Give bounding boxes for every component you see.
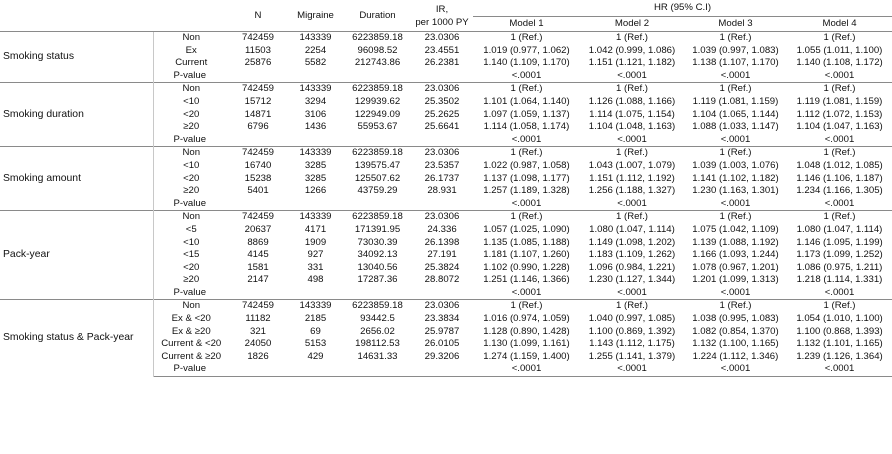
ir-cell <box>411 198 473 211</box>
level-cell: <10 <box>183 159 200 171</box>
hr-model-1-cell: 1.274 (1.159, 1.400) <box>483 350 570 362</box>
migraine-cell: 2254 <box>304 44 327 56</box>
hr-model-1-cell: 1.102 (0.990, 1.228) <box>483 261 570 273</box>
hr-model-2-cell: 1.143 (1.112, 1.175) <box>589 338 675 350</box>
hr-model-2-cell: 1.255 (1.141, 1.379) <box>588 350 676 362</box>
n-cell: 15238 <box>244 172 272 184</box>
hr-model-3-cell: <.0001 <box>720 133 751 145</box>
hr-model-4-cell: 1.140 (1.108, 1.172) <box>796 57 883 69</box>
n-cell: 5401 <box>247 185 269 197</box>
hr-model-1-cell: 1.101 (1.064, 1.140) <box>483 95 570 107</box>
hr-model-1-cell: 1.140 (1.109, 1.170) <box>483 57 570 69</box>
hr-model-1-cell: 1.128 (0.890, 1.428) <box>483 325 570 337</box>
migraine-cell: 143339 <box>287 32 344 45</box>
header-ir-line2: per 1000 PY <box>415 16 469 28</box>
n-cell <box>229 134 287 147</box>
hr-model-1-cell: 1.016 (0.974, 1.059) <box>483 313 570 325</box>
ir-cell <box>411 287 473 300</box>
hr-model-3-cell: 1 (Ref.) <box>684 211 787 224</box>
hr-model-4-cell: <.0001 <box>824 133 855 145</box>
n-cell: 11503 <box>245 44 271 56</box>
group-label: Smoking duration <box>0 83 153 147</box>
hr-model-4-cell: 1.055 (1.011, 1.100) <box>796 44 883 56</box>
ir-cell: 24.336 <box>427 223 457 235</box>
results-body <box>0 32 892 377</box>
hr-model-2-cell: <.0001 <box>617 286 647 298</box>
hr-model-1-cell: 1.019 (0.977, 1.062) <box>483 44 570 56</box>
hr-model-2-cell: 1 (Ref.) <box>580 300 684 313</box>
header-duration: Duration <box>344 0 411 32</box>
hr-model-2-cell: 1.104 (1.048, 1.163) <box>588 121 676 133</box>
hr-model-2-cell: <.0001 <box>617 69 647 81</box>
migraine-cell: 69 <box>310 325 321 337</box>
ir-cell: 25.2625 <box>424 108 460 120</box>
header-ir <box>411 0 473 32</box>
hr-model-2-cell: 1.183 (1.109, 1.262) <box>588 249 676 261</box>
n-cell: 6796 <box>247 121 269 133</box>
hr-model-4-cell: 1.218 (1.114, 1.331) <box>796 274 883 286</box>
group-label: Smoking amount <box>0 147 153 211</box>
hr-model-4-cell: <.0001 <box>824 197 855 209</box>
ir-cell: 23.0306 <box>411 32 473 45</box>
hr-model-3-cell: 1.230 (1.163, 1.301) <box>692 185 779 197</box>
hr-model-2-cell: <.0001 <box>617 133 647 145</box>
migraine-cell: 143339 <box>287 147 344 160</box>
duration-cell: 96098.52 <box>357 44 398 56</box>
level-cell: P-value <box>173 133 207 145</box>
hr-model-2-cell: 1.043 (1.007, 1.079) <box>588 159 676 171</box>
level-cell: P-value <box>173 197 207 209</box>
hr-model-4-cell: 1.086 (0.975, 1.211) <box>796 261 883 273</box>
duration-cell: 6223859.18 <box>344 32 411 45</box>
duration-cell: 139575.47 <box>354 159 401 171</box>
hr-model-2-cell: 1 (Ref.) <box>580 83 684 96</box>
level-cell: Current & ≥20 <box>161 350 222 362</box>
n-cell: 742459 <box>229 147 287 160</box>
hr-model-4-cell: 1.146 (1.106, 1.187) <box>796 172 883 184</box>
migraine-cell: 1436 <box>304 121 327 133</box>
ir-cell: 26.2381 <box>424 57 460 69</box>
n-cell: 24050 <box>244 338 272 350</box>
level-cell: Ex & ≥20 <box>171 325 211 337</box>
migraine-cell: 143339 <box>287 211 344 224</box>
ir-cell: 25.3824 <box>424 261 460 273</box>
n-cell <box>229 363 287 376</box>
hr-model-3-cell: 1.201 (1.099, 1.313) <box>692 274 779 286</box>
hr-model-4-cell: 1.048 (1.012, 1.085) <box>796 159 883 171</box>
hr-model-2-cell: 1.042 (0.999, 1.086) <box>588 44 676 56</box>
hr-model-1-cell: 1.130 (1.099, 1.161) <box>483 338 570 350</box>
table-row <box>0 211 892 224</box>
level-cell: ≥20 <box>183 274 200 286</box>
migraine-cell: 1909 <box>304 236 327 248</box>
header-model-2: Model 2 <box>580 17 684 32</box>
migraine-cell: 5153 <box>304 338 327 350</box>
hr-model-1-cell: 1.114 (1.058, 1.174) <box>483 121 570 133</box>
level-cell: Current <box>175 57 208 69</box>
ir-cell <box>411 134 473 147</box>
ir-cell: 25.6641 <box>424 121 460 133</box>
level-cell: ≥20 <box>183 121 200 133</box>
level-cell: P-value <box>173 69 207 81</box>
ir-cell: 27.191 <box>427 249 457 261</box>
migraine-cell: 3285 <box>304 172 327 184</box>
migraine-cell: 429 <box>307 350 324 362</box>
n-cell: 1826 <box>247 350 269 362</box>
n-cell: 25876 <box>244 57 272 69</box>
hr-model-4-cell: 1 (Ref.) <box>787 147 892 160</box>
header-migraine: Migraine <box>287 0 344 32</box>
hr-model-4-cell: 1.173 (1.099, 1.252) <box>796 249 883 261</box>
hr-model-3-cell: 1 (Ref.) <box>684 300 787 313</box>
hr-model-1-cell: 1.097 (1.059, 1.137) <box>483 108 570 120</box>
migraine-cell: 1266 <box>304 185 327 197</box>
level-cell: Non <box>153 300 229 313</box>
migraine-cell: 5582 <box>304 57 327 69</box>
hr-model-1-cell: 1.181 (1.107, 1.260) <box>483 249 570 261</box>
hr-model-4-cell: 1.132 (1.101, 1.165) <box>796 338 883 350</box>
group-label: Pack-year <box>0 211 153 300</box>
table-row <box>0 147 892 160</box>
hr-model-3-cell: <.0001 <box>720 286 751 298</box>
level-cell: Non <box>153 147 229 160</box>
ir-cell: 29.3206 <box>424 350 460 362</box>
level-cell: Non <box>153 83 229 96</box>
hr-model-3-cell: 1 (Ref.) <box>684 147 787 160</box>
duration-cell: 122949.09 <box>354 108 401 120</box>
hr-model-3-cell: 1.075 (1.042, 1.109) <box>692 223 779 235</box>
hr-model-2-cell: 1.126 (1.088, 1.166) <box>588 95 676 107</box>
migraine-cell <box>287 363 344 376</box>
duration-cell: 198112.53 <box>355 338 400 350</box>
hr-model-4-cell: 1.119 (1.081, 1.159) <box>796 95 883 107</box>
n-cell: 8869 <box>247 236 269 248</box>
hr-model-2-cell: 1.149 (1.098, 1.202) <box>588 236 676 248</box>
n-cell: 742459 <box>229 32 287 45</box>
migraine-cell <box>287 134 344 147</box>
hr-model-3-cell: 1.138 (1.107, 1.170) <box>692 57 779 69</box>
migraine-cell: 3285 <box>304 159 327 171</box>
hr-model-3-cell: 1.166 (1.093, 1.244) <box>692 249 779 261</box>
duration-cell <box>344 134 411 147</box>
hr-model-3-cell: 1 (Ref.) <box>684 83 787 96</box>
hr-model-1-cell: 1 (Ref.) <box>473 147 580 160</box>
hr-model-3-cell: <.0001 <box>720 69 751 81</box>
level-cell: Non <box>153 32 229 45</box>
hr-model-2-cell: 1.114 (1.075, 1.154) <box>589 108 675 120</box>
hr-model-2-cell: 1.256 (1.188, 1.327) <box>588 185 676 197</box>
migraine-cell: 143339 <box>287 83 344 96</box>
hr-model-3-cell: 1.082 (0.854, 1.370) <box>692 325 779 337</box>
hr-model-1-cell: 1 (Ref.) <box>473 32 580 45</box>
hr-model-4-cell: 1 (Ref.) <box>787 300 892 313</box>
n-cell: 16740 <box>244 159 272 171</box>
ir-cell: 26.0105 <box>424 338 460 350</box>
n-cell: 742459 <box>229 300 287 313</box>
hr-model-2-cell: 1.096 (0.984, 1.221) <box>588 261 676 273</box>
hr-model-2-cell: 1 (Ref.) <box>580 147 684 160</box>
n-cell: 2147 <box>247 274 269 286</box>
duration-cell: 17287.36 <box>357 274 398 286</box>
level-cell: <10 <box>183 236 200 248</box>
n-cell <box>229 70 287 83</box>
n-cell: 742459 <box>229 211 287 224</box>
hr-model-2-cell: 1.151 (1.112, 1.192) <box>589 172 675 184</box>
duration-cell: 6223859.18 <box>344 211 411 224</box>
n-cell: 742459 <box>229 83 287 96</box>
hr-model-4-cell: 1.146 (1.095, 1.199) <box>796 236 883 248</box>
hr-model-3-cell: 1.132 (1.100, 1.165) <box>692 338 779 350</box>
duration-cell: 6223859.18 <box>344 83 411 96</box>
migraine-cell: 927 <box>307 249 324 261</box>
header-ir-line1: IR, <box>435 3 449 15</box>
hr-model-1-cell: 1 (Ref.) <box>473 83 580 96</box>
duration-cell: 125507.62 <box>354 172 401 184</box>
hr-model-1-cell: <.0001 <box>511 133 542 145</box>
migraine-cell <box>287 70 344 83</box>
hr-model-1-cell: <.0001 <box>511 286 542 298</box>
table-row <box>0 32 892 45</box>
header-model-4: Model 4 <box>787 17 892 32</box>
hr-model-3-cell: 1.039 (0.997, 1.083) <box>692 44 779 56</box>
n-cell: 11182 <box>245 313 271 325</box>
hr-model-3-cell: 1.038 (0.995, 1.083) <box>692 313 779 325</box>
hr-model-2-cell: 1 (Ref.) <box>580 211 684 224</box>
level-cell: P-value <box>173 286 207 298</box>
hr-model-3-cell: 1.078 (0.967, 1.201) <box>692 261 779 273</box>
level-cell: <20 <box>183 172 200 184</box>
hr-model-3-cell: 1.139 (1.088, 1.192) <box>692 236 779 248</box>
header-blank-level <box>153 0 229 32</box>
level-cell: P-value <box>153 363 229 376</box>
hr-model-2-cell: 1.040 (0.997, 1.085) <box>588 313 676 325</box>
level-cell: <5 <box>185 223 197 235</box>
migraine-cell: 2185 <box>304 313 327 325</box>
migraine-cell: 3106 <box>304 108 327 120</box>
ir-cell: 23.4551 <box>424 44 460 56</box>
hr-model-1-cell: 1.022 (0.987, 1.058) <box>483 159 570 171</box>
hr-model-4-cell: 1 (Ref.) <box>787 83 892 96</box>
group-label: Smoking status & Pack-year <box>0 300 153 377</box>
hr-model-1-cell: <.0001 <box>473 363 580 376</box>
ir-cell: 23.5357 <box>424 159 460 171</box>
hr-model-3-cell: 1 (Ref.) <box>684 32 787 45</box>
migraine-cell: 3294 <box>304 95 327 107</box>
duration-cell: 43759.29 <box>357 185 398 197</box>
hr-model-2-cell: 1.080 (1.047, 1.114) <box>589 223 675 235</box>
ir-cell: 23.3834 <box>424 313 460 325</box>
level-cell: ≥20 <box>183 185 200 197</box>
n-cell: 14871 <box>244 108 272 120</box>
duration-cell: 13040.56 <box>357 261 398 273</box>
migraine-cell: 498 <box>307 274 324 286</box>
hr-model-2-cell: 1.151 (1.121, 1.182) <box>588 57 676 69</box>
hr-model-1-cell: 1 (Ref.) <box>473 211 580 224</box>
hr-model-3-cell: <.0001 <box>720 197 751 209</box>
hr-model-1-cell: 1.135 (1.085, 1.188) <box>483 236 570 248</box>
hr-model-4-cell: <.0001 <box>824 69 855 81</box>
hr-model-4-cell: 1 (Ref.) <box>787 32 892 45</box>
hr-model-1-cell: <.0001 <box>511 69 542 81</box>
duration-cell: 34092.13 <box>357 249 398 261</box>
hr-model-1-cell: 1.257 (1.189, 1.328) <box>483 185 570 197</box>
hr-model-1-cell: <.0001 <box>511 197 542 209</box>
table-row <box>0 300 892 313</box>
level-cell: Non <box>153 211 229 224</box>
duration-cell: 2656.02 <box>360 325 395 337</box>
ir-cell: 26.1398 <box>424 236 460 248</box>
ir-cell: 25.3502 <box>424 95 460 107</box>
level-cell: <20 <box>183 261 200 273</box>
level-cell: <20 <box>183 108 200 120</box>
level-cell: Ex <box>185 44 197 56</box>
migraine-cell: 4171 <box>304 223 327 235</box>
hr-model-4-cell: 1.112 (1.072, 1.153) <box>796 108 883 120</box>
migraine-cell: 331 <box>307 261 324 273</box>
hr-model-2-cell: 1.230 (1.127, 1.344) <box>588 274 676 286</box>
duration-cell: 6223859.18 <box>344 147 411 160</box>
ir-cell: 28.8072 <box>424 274 460 286</box>
header-row <box>0 0 892 17</box>
hr-model-4-cell: <.0001 <box>787 363 892 376</box>
migraine-cell: 143339 <box>287 300 344 313</box>
n-cell: 321 <box>249 325 266 337</box>
hr-model-4-cell: <.0001 <box>824 286 855 298</box>
hr-model-4-cell: 1.100 (0.868, 1.393) <box>796 325 883 337</box>
header-blank-group <box>0 0 153 32</box>
n-cell: 1581 <box>247 261 269 273</box>
group-label: Smoking status <box>0 32 153 83</box>
header-hr-group: HR (95% C.I) <box>473 0 892 17</box>
n-cell: 4145 <box>247 249 269 261</box>
hr-model-4-cell: 1.054 (1.010, 1.100) <box>796 313 883 325</box>
duration-cell: 212743.86 <box>354 57 401 69</box>
n-cell: 20637 <box>244 223 272 235</box>
hr-model-3-cell: 1.088 (1.033, 1.147) <box>692 121 779 133</box>
table-row <box>0 83 892 96</box>
duration-cell <box>344 70 411 83</box>
hr-model-2-cell: 1.100 (0.869, 1.392) <box>588 325 676 337</box>
ir-cell: 25.9787 <box>424 325 460 337</box>
hr-model-3-cell: 1.039 (1.003, 1.076) <box>692 159 779 171</box>
hr-model-4-cell: 1.080 (1.047, 1.114) <box>796 223 883 235</box>
ir-cell <box>411 70 473 83</box>
hr-model-2-cell: <.0001 <box>580 363 684 376</box>
duration-cell <box>344 287 411 300</box>
level-cell: <15 <box>183 249 200 261</box>
hr-model-1-cell: 1.137 (1.098, 1.177) <box>483 172 570 184</box>
hr-model-1-cell: 1.057 (1.025, 1.090) <box>483 223 570 235</box>
duration-cell: 6223859.18 <box>344 300 411 313</box>
level-cell: Current & <20 <box>161 338 222 350</box>
n-cell <box>229 198 287 211</box>
duration-cell: 129939.62 <box>354 95 401 107</box>
header-n: N <box>229 0 287 32</box>
hr-model-2-cell: 1 (Ref.) <box>580 32 684 45</box>
duration-cell: 55953.67 <box>357 121 398 133</box>
duration-cell: 73030.39 <box>357 236 398 248</box>
hr-model-4-cell: 1.234 (1.166, 1.305) <box>796 185 883 197</box>
hr-model-2-cell: <.0001 <box>617 197 647 209</box>
hr-model-3-cell: <.0001 <box>684 363 787 376</box>
header-model-3: Model 3 <box>684 17 787 32</box>
hr-model-4-cell: 1.104 (1.047, 1.163) <box>796 121 883 133</box>
ir-cell: 23.0306 <box>411 147 473 160</box>
duration-cell: 93442.5 <box>360 313 395 325</box>
ir-cell: 23.0306 <box>411 300 473 313</box>
hr-model-3-cell: 1.104 (1.065, 1.144) <box>692 108 779 120</box>
hr-model-3-cell: 1.141 (1.102, 1.182) <box>692 172 779 184</box>
hr-model-4-cell: 1 (Ref.) <box>787 211 892 224</box>
n-cell <box>229 287 287 300</box>
level-cell: Ex & <20 <box>171 313 211 325</box>
hr-model-1-cell: 1.251 (1.146, 1.366) <box>483 274 570 286</box>
duration-cell <box>344 363 411 376</box>
header-model-1: Model 1 <box>473 17 580 32</box>
ir-cell <box>411 363 473 376</box>
hr-model-4-cell: 1.239 (1.126, 1.364) <box>796 350 883 362</box>
n-cell: 15712 <box>244 95 272 107</box>
ir-cell: 23.0306 <box>411 211 473 224</box>
ir-cell: 28.931 <box>427 185 457 197</box>
hr-model-1-cell: 1 (Ref.) <box>473 300 580 313</box>
ir-cell: 26.1737 <box>424 172 460 184</box>
level-cell: <10 <box>183 95 200 107</box>
migraine-cell <box>287 287 344 300</box>
migraine-cell <box>287 198 344 211</box>
hr-model-3-cell: 1.224 (1.112, 1.346) <box>692 350 779 362</box>
ir-cell: 23.0306 <box>411 83 473 96</box>
duration-cell <box>344 198 411 211</box>
duration-cell: 171391.95 <box>354 223 401 235</box>
hr-model-3-cell: 1.119 (1.081, 1.159) <box>692 95 779 107</box>
duration-cell: 14631.33 <box>357 350 398 362</box>
